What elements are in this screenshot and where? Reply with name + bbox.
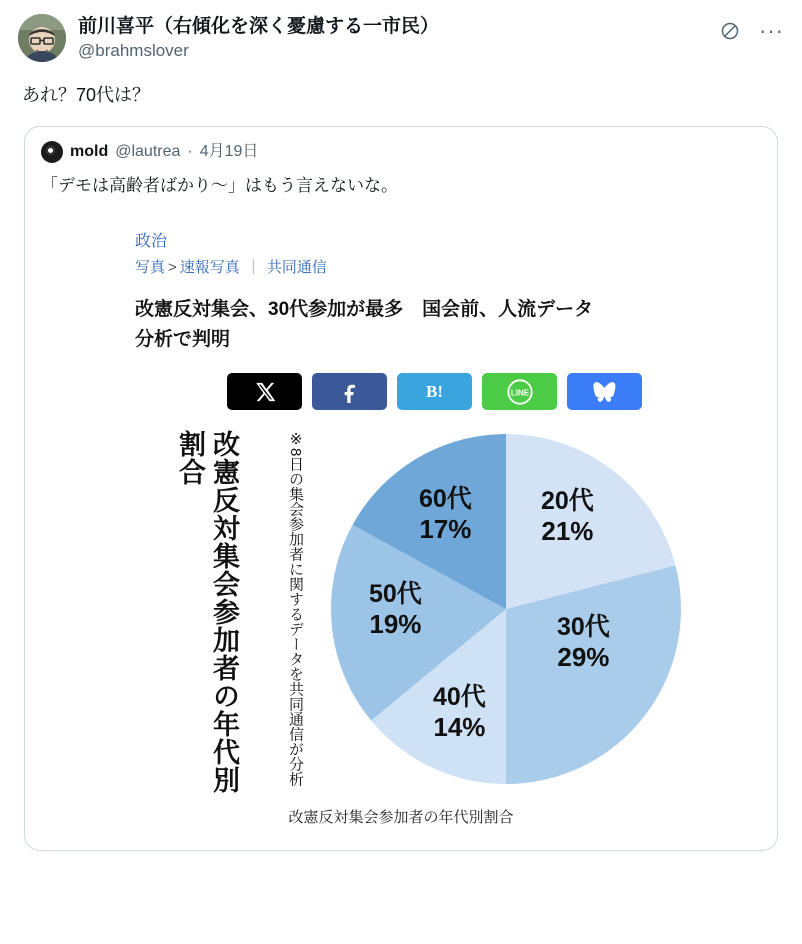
pie-label-30s: 30代 29% [557,613,610,672]
name-block [78,14,719,62]
avatar[interactable] [18,14,66,62]
user-handle: @brahmslover [78,41,189,60]
news-category-link[interactable]: 政治 [135,233,168,250]
quoted-avatar[interactable] [41,141,63,163]
share-button-row [227,373,761,410]
quoted-display-name: mold [70,143,109,160]
news-embed [25,231,777,850]
breadcrumb-section[interactable]: 速報写真 [179,259,240,276]
pie-label-60s: 60代 17% [419,485,472,544]
pie-label-20s: 20代 21% [541,487,594,546]
tweet-text: あれ？70代は？ [22,85,151,105]
breadcrumb-separator: > [168,259,177,276]
quoted-date: 4月19日 [199,143,259,160]
quoted-handle: @lautrea [115,143,181,160]
pie-label-50s: 50代 19% [369,580,422,639]
display-name: 前川喜平（右傾化を深く憂慮する一市民） [78,16,440,37]
tweet-header [18,14,784,62]
svg-text:LINE: LINE [510,388,529,398]
share-x-button[interactable] [227,373,302,410]
share-hatena-label: B! [426,381,443,401]
quoted-tweet-card[interactable] [24,126,778,851]
share-facebook-button[interactable] [312,373,387,410]
share-hatena-button[interactable] [397,373,472,410]
pie-chart [41,424,761,844]
news-headline: 改憲反対集会、30代参加が最多 国会前、人流データ分析で判明 [135,299,594,350]
breadcrumb-root[interactable]: 写真 [135,259,166,276]
breadcrumb [135,257,761,279]
breadcrumb-pipe: ｜ [245,259,261,276]
circle-slash-icon[interactable] [719,20,741,42]
chart-vertical-title: 改憲反対集会参加者の年代別割合 [175,430,239,794]
share-bluesky-button[interactable] [567,373,642,410]
quoted-tweet-header-block [25,127,777,209]
breadcrumb-source[interactable]: 共同通信 [266,259,327,276]
quoted-tweet-text: 「デモは高齢者ばかり〜」はもう言えないな。 [41,176,398,195]
share-line-button[interactable] [482,373,557,410]
quoted-separator: · [187,143,193,160]
header-actions [719,14,784,42]
more-options-icon[interactable]: ··· [759,18,784,43]
quoted-tweet-header [41,141,761,163]
pie-label-40s: 40代 14% [433,683,486,742]
chart-note: ※8日の集会参加者に関するデータを共同通信が分析 [287,430,304,787]
chart-caption: 改憲反対集会参加者の年代別割合 [288,809,514,826]
